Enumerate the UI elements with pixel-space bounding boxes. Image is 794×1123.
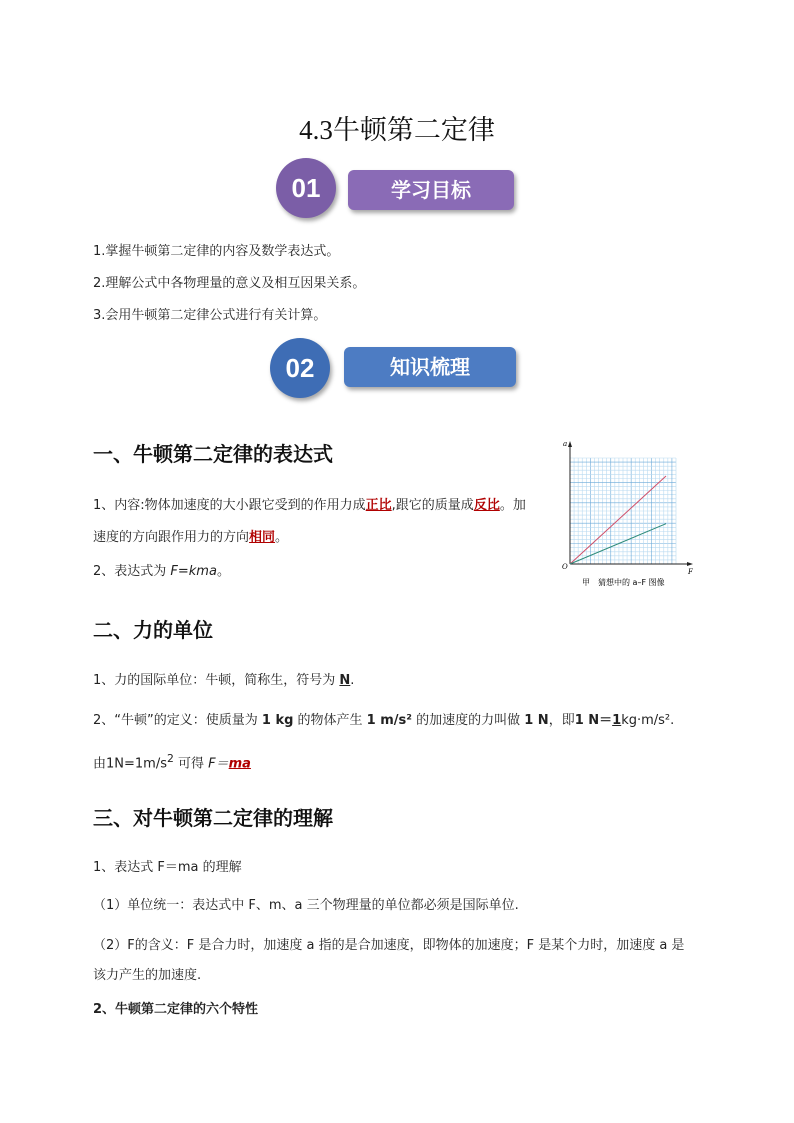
- answer-blank: 正比: [365, 498, 392, 513]
- graph-svg: [560, 438, 700, 588]
- figure-caption: 甲 猜想中的 a–F 图像: [582, 578, 665, 587]
- paragraph-expression: [93, 562, 230, 582]
- formula: F=kma: [170, 564, 217, 579]
- text: kg·m/s².: [621, 713, 675, 728]
- y-label: a: [563, 440, 568, 448]
- text: 速度的方向跟作用力的方向: [93, 530, 250, 545]
- paragraph-unit: [93, 671, 354, 691]
- a-f-graph: [560, 438, 700, 592]
- text: 的物体产生: [293, 713, 367, 728]
- title-text: 牛顿第二定律: [332, 115, 495, 146]
- paragraph-content-cont: [93, 528, 288, 548]
- section-heading: 二、力的单位: [93, 618, 213, 642]
- text: 2、“牛顿”的定义：使质量为: [93, 713, 262, 728]
- text: .: [350, 673, 355, 688]
- origin-label: O: [562, 563, 568, 571]
- page-title: [0, 108, 794, 147]
- objective-1: 1.掌握牛顿第二定律的内容及数学表达式。: [93, 244, 340, 259]
- section-heading: 三、对牛顿第二定律的理解: [93, 806, 333, 830]
- paragraph: 1、表达式 F＝ma 的理解: [93, 860, 242, 875]
- answer-blank: 1: [612, 713, 622, 728]
- text: 的加速度的力叫做: [411, 713, 525, 728]
- x-arrow: [687, 562, 693, 566]
- badge-bar: 学习目标: [348, 170, 514, 210]
- paragraph: 该力产生的加速度.: [93, 968, 202, 983]
- formula: F＝: [208, 756, 229, 772]
- y-arrow: [568, 441, 572, 447]
- paragraph: （2）F的含义：F 是合力时，加速度 a 指的是合加速度，即物体的加速度；F 是某个力时，加速度 a 是: [93, 938, 685, 953]
- superscript: 2: [166, 752, 174, 765]
- text: ,跟它的质量成: [391, 498, 474, 513]
- text: 。: [216, 564, 230, 579]
- answer-blank: ma: [228, 756, 251, 772]
- objective-2: 2.理解公式中各物理量的意义及相互因果关系。: [93, 276, 366, 291]
- grid: [570, 458, 676, 564]
- text: 。加: [499, 498, 526, 513]
- answer-blank: 相同: [249, 530, 276, 545]
- text: 1 N＝: [574, 713, 613, 728]
- badge-number: 02: [270, 338, 330, 398]
- text: 1、内容:物体加速度的大小跟它受到的作用力成: [93, 498, 366, 513]
- objective-3: 3.会用牛顿第二定律公式进行有关计算。: [93, 308, 327, 323]
- badge-number: 01: [276, 158, 336, 218]
- text: 。: [275, 530, 289, 545]
- text: 1 m/s²: [366, 713, 412, 728]
- text: 1 N: [524, 713, 549, 728]
- paragraph-derivation: [93, 749, 251, 774]
- paragraph: （1）单位统一：表达式中 F、m、a 三个物理量的单位都必须是国际单位.: [93, 898, 519, 913]
- text: ，即: [548, 713, 575, 728]
- text: 1 kg: [261, 713, 294, 728]
- answer-blank: N: [339, 673, 351, 688]
- text: 由1N=1m/s: [93, 756, 167, 772]
- title-number: 4.3: [299, 115, 333, 145]
- x-label: F: [688, 568, 693, 576]
- paragraph-newton-def: [93, 711, 693, 731]
- text: 2、表达式为: [93, 564, 171, 579]
- answer-blank: 反比: [473, 498, 500, 513]
- text: 可得: [173, 756, 209, 772]
- text: 1、力的国际单位：牛顿，简称生，符号为: [93, 673, 340, 688]
- paragraph-content: [93, 496, 553, 516]
- paragraph-bold: 2、牛顿第二定律的六个特性: [93, 1002, 259, 1017]
- section-heading: 一、牛顿第二定律的表达式: [93, 442, 333, 466]
- badge-bar: 知识梳理: [344, 347, 516, 387]
